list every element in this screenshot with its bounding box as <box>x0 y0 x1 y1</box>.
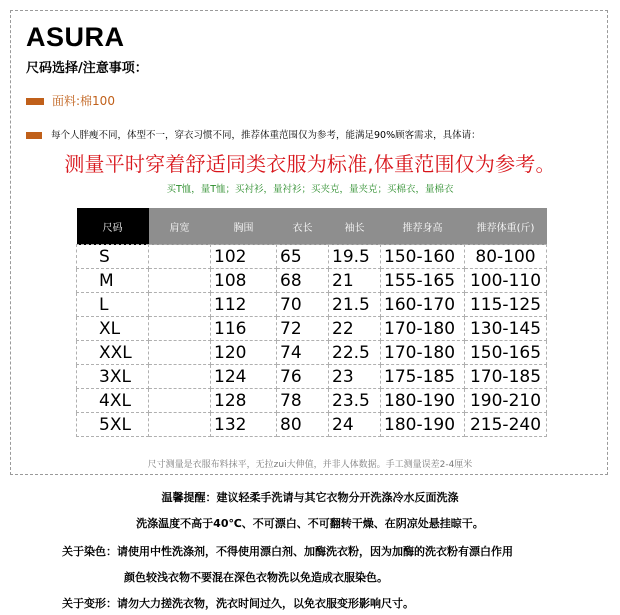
cell-height: 180-190 <box>381 389 465 413</box>
cell-weight: 115-125 <box>465 293 547 317</box>
cell-sleeve: 21.5 <box>329 293 381 317</box>
cell-shoulder <box>149 293 211 317</box>
bullet-bar-icon <box>26 98 44 105</box>
cell-length: 80 <box>277 413 329 437</box>
cell-chest: 120 <box>211 341 277 365</box>
cell-size: M <box>77 269 149 293</box>
cell-shoulder <box>149 413 211 437</box>
cell-length: 70 <box>277 293 329 317</box>
dye-text-2: 颜色较浅衣物不要混在深色衣物洗以免造成衣服染色。 <box>124 571 388 584</box>
table-row <box>77 245 547 269</box>
table-row <box>77 413 547 437</box>
measurement-headline: 测量平时穿着舒适同类衣服为标准,体重范围仅为参考。 <box>64 152 556 176</box>
table-row <box>77 293 547 317</box>
cell-chest: 128 <box>211 389 277 413</box>
size-table <box>76 208 547 437</box>
cell-shoulder <box>149 245 211 269</box>
cell-weight: 100-110 <box>465 269 547 293</box>
cell-height: 160-170 <box>381 293 465 317</box>
cell-height: 170-180 <box>381 317 465 341</box>
cell-height: 155-165 <box>381 269 465 293</box>
cell-height: 150-160 <box>381 245 465 269</box>
notice-text: 每个人胖瘦不同，体型不一，穿衣习惯不同，推荐体重范围仅为参考，能满足90%顾客需求，具体请： <box>51 130 481 141</box>
cell-sleeve: 22.5 <box>329 341 381 365</box>
cell-size: 3XL <box>77 365 149 389</box>
cell-height: 175-185 <box>381 365 465 389</box>
cell-height: 180-190 <box>381 413 465 437</box>
cell-size: S <box>77 245 149 269</box>
table-row <box>77 365 547 389</box>
cell-length: 65 <box>277 245 329 269</box>
cell-size: XXL <box>77 341 149 365</box>
section-subtitle: 尺码选择/注意事项： <box>26 61 148 76</box>
cell-shoulder <box>149 269 211 293</box>
cell-size: 4XL <box>77 389 149 413</box>
cell-height: 170-180 <box>381 341 465 365</box>
cell-size: 5XL <box>77 413 149 437</box>
care-tip-2: 洗涤温度不高于40℃、不可漂白、不可翻转干燥、在阴凉处悬挂晾干。 <box>136 517 484 530</box>
cell-chest: 132 <box>211 413 277 437</box>
cell-sleeve: 24 <box>329 413 381 437</box>
table-row <box>77 269 547 293</box>
cell-weight: 80-100 <box>465 245 547 269</box>
fabric-text: 面料:棉100 <box>52 94 115 108</box>
cell-shoulder <box>149 365 211 389</box>
measurement-guide: 买T恤，量T恤；买衬衫，量衬衫；买夹克，量夹克；买棉衣，量棉衣 <box>166 184 454 195</box>
size-table-header <box>77 208 547 245</box>
cell-sleeve: 21 <box>329 269 381 293</box>
header-length: 衣长 <box>277 208 329 245</box>
cell-chest: 102 <box>211 245 277 269</box>
header-shoulder: 肩宽 <box>149 208 211 245</box>
dye-note <box>62 543 513 559</box>
header-chest: 胸围 <box>211 208 277 245</box>
header-height: 推荐身高 <box>381 208 465 245</box>
header-weight: 推荐体重(斤) <box>465 208 547 245</box>
cell-size: L <box>77 293 149 317</box>
table-row <box>77 341 547 365</box>
table-row <box>77 389 547 413</box>
header-size: 尺码 <box>77 208 149 245</box>
notice-line <box>26 127 481 141</box>
cell-shoulder <box>149 341 211 365</box>
deform-note <box>62 595 414 611</box>
cell-length: 78 <box>277 389 329 413</box>
care-tip-1: 温馨提醒：建议轻柔手洗请与其它衣物分开洗涤冷水反面洗涤 <box>161 491 459 504</box>
deform-label: 关于变形： <box>62 597 117 610</box>
cell-weight: 150-165 <box>465 341 547 365</box>
bullet-bar-icon <box>26 132 42 139</box>
fabric-line <box>26 92 115 109</box>
cell-sleeve: 23 <box>329 365 381 389</box>
cell-sleeve: 23.5 <box>329 389 381 413</box>
cell-sleeve: 22 <box>329 317 381 341</box>
cell-weight: 130-145 <box>465 317 547 341</box>
cell-chest: 108 <box>211 269 277 293</box>
cell-weight: 170-185 <box>465 365 547 389</box>
cell-sleeve: 19.5 <box>329 245 381 269</box>
dye-label: 关于染色： <box>62 545 117 558</box>
table-row <box>77 317 547 341</box>
dye-text-1: 请使用中性洗涤剂，不得使用漂白剂、加酶洗衣粉，因为加酶的洗衣粉有漂白作用 <box>117 545 513 558</box>
cell-length: 74 <box>277 341 329 365</box>
cell-chest: 116 <box>211 317 277 341</box>
deform-text: 请勿大力搓洗衣物，洗衣时间过久，以免衣服变形影响尺寸。 <box>117 597 414 610</box>
cell-chest: 124 <box>211 365 277 389</box>
cell-shoulder <box>149 389 211 413</box>
cell-length: 72 <box>277 317 329 341</box>
cell-length: 68 <box>277 269 329 293</box>
brand-logo: ASURA <box>26 22 125 52</box>
cell-weight: 190-210 <box>465 389 547 413</box>
header-sleeve: 袖长 <box>329 208 381 245</box>
measurement-footnote: 尺寸测量是衣服布料抹平，无拉zui大伸值，并非人体数据。手工测量误差2-4厘米 <box>147 460 473 470</box>
cell-shoulder <box>149 317 211 341</box>
cell-length: 76 <box>277 365 329 389</box>
cell-chest: 112 <box>211 293 277 317</box>
cell-weight: 215-240 <box>465 413 547 437</box>
cell-size: XL <box>77 317 149 341</box>
